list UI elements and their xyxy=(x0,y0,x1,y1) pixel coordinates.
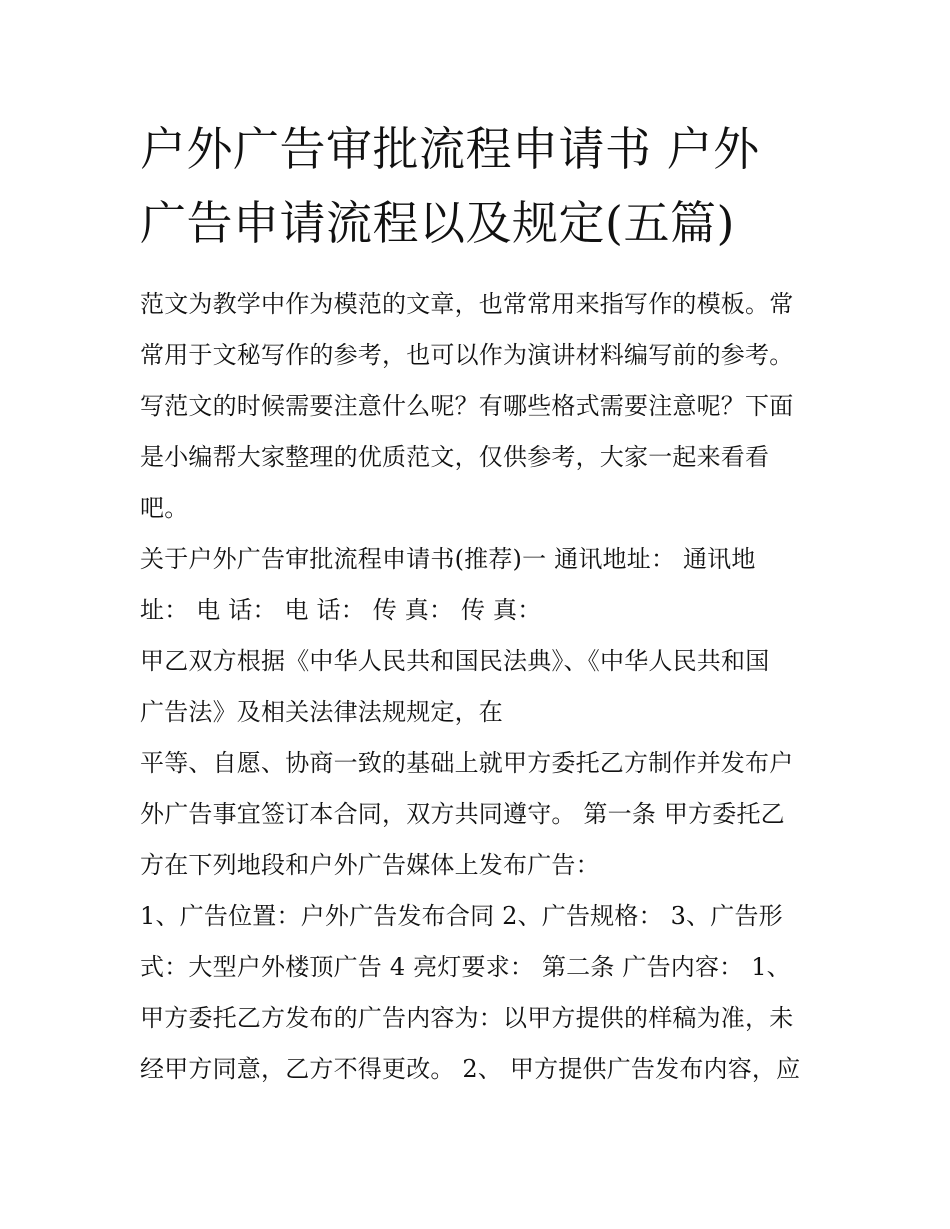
document-title xyxy=(140,112,840,260)
body-line: 关于户外广告审批流程申请书(推荐)一 通讯地址： 通讯地 xyxy=(140,545,756,573)
body-line: 写范文的时候需要注意什么呢？有哪些格式需要注意呢？下面 xyxy=(140,392,794,420)
document-body xyxy=(140,279,840,1095)
body-line: 经甲方同意，乙方不得更改。 2、 甲方提供广告发布内容，应 xyxy=(140,1055,801,1083)
body-line: 方在下列地段和户外广告媒体上发布广告： xyxy=(140,851,600,879)
title-line-2: 广告申请流程以及规定(五篇) xyxy=(140,196,735,250)
body-line: 吧。 xyxy=(140,494,189,522)
title-line-1: 户外广告审批流程申请书 户外 xyxy=(140,122,760,176)
body-line: 是小编帮大家整理的优质范文，仅供参考，大家一起来看看 xyxy=(140,443,770,471)
body-line: 外广告事宜签订本合同，双方共同遵守。 第一条 甲方委托乙 xyxy=(140,800,785,828)
body-line: 甲乙双方根据《中华人民共和国民法典》、《中华人民共和国 xyxy=(140,647,770,675)
body-line: 广告法》及相关法律法规规定，在 xyxy=(140,698,503,726)
body-line: 甲方委托乙方发布的广告内容为：以甲方提供的样稿为准，未 xyxy=(140,1004,794,1032)
body-line: 式：大型户外楼顶广告 4 亮灯要求： 第二条 广告内容： 1、 xyxy=(140,953,791,981)
body-line: 平等、自愿、协商一致的基础上就甲方委托乙方制作并发布户 xyxy=(140,749,794,777)
body-line: 范文为教学中作为模范的文章，也常常用来指写作的模板。常 xyxy=(140,290,794,318)
body-line: 1、广告位置：户外广告发布合同 2、广告规格： 3、广告形 xyxy=(140,902,783,930)
body-line: 址： 电 话： 电 话： 传 真： 传 真： xyxy=(140,596,542,624)
body-line: 常用于文秘写作的参考，也可以作为演讲材料编写前的参考。 xyxy=(140,341,794,369)
